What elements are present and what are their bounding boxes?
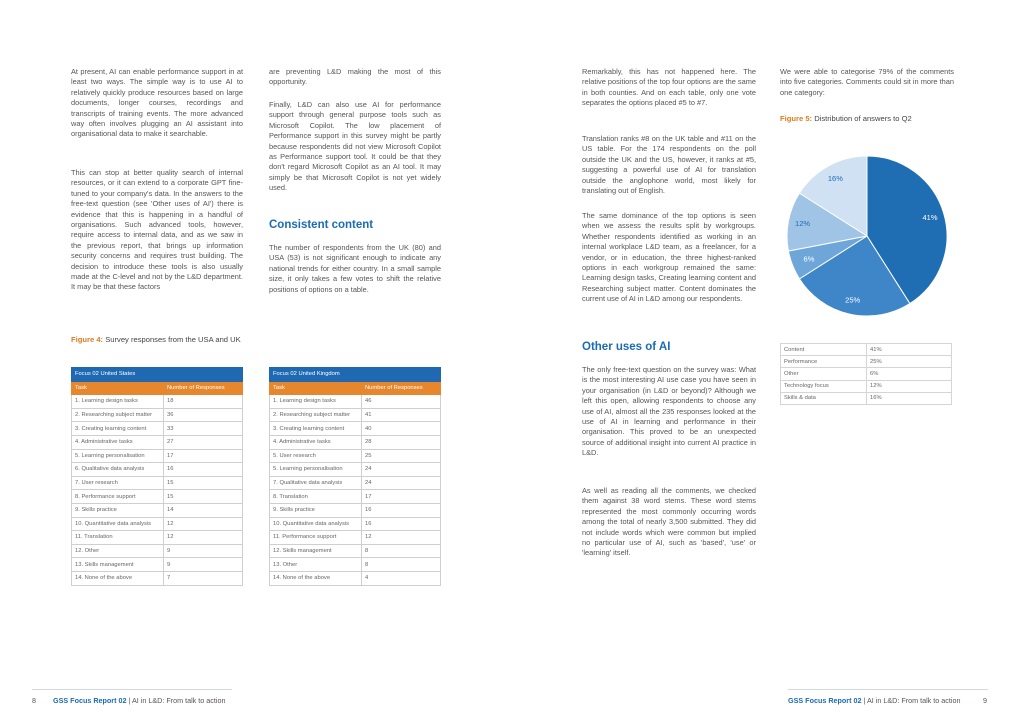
- table-us-count-cell: 15: [164, 476, 243, 490]
- table-us-row: [72, 531, 243, 545]
- table-uk-count-cell: 24: [362, 463, 441, 477]
- table-uk-row: [270, 435, 441, 449]
- table-united-kingdom: [269, 367, 441, 586]
- table-us-row: [72, 571, 243, 585]
- figure-5-label: Figure 5:: [780, 114, 813, 123]
- table-uk-title: Focus 02 United Kingdom: [270, 368, 441, 382]
- pie-legend-value: 41%: [867, 344, 952, 356]
- table-us-body: [72, 395, 243, 585]
- table-united-states: [71, 367, 243, 586]
- table-us-row: [72, 449, 243, 463]
- table-us-task-cell: 14. None of the above: [72, 571, 164, 585]
- pie-legend-row: [781, 368, 952, 380]
- table-us-header-number: Number of Responses: [164, 381, 243, 395]
- table-us-task-cell: 4. Administrative tasks: [72, 435, 164, 449]
- left-footer: [53, 696, 225, 705]
- pie-legend-row: [781, 356, 952, 368]
- table-us-task-cell: 2. Researching subject matter: [72, 408, 164, 422]
- pie-legend-label: Performance: [781, 356, 867, 368]
- right-col3-paragraph-5: As well as reading all the comments, we checked them against 38 word stems. These word stems represented the most commonly occurring words among the total of nearly 3,500 submitted. They did not include words which were common but implied no particular use of AI, such as 'based', 'use' or 'learning' itself.: [582, 486, 756, 558]
- left-col2-paragraph-3: The number of respondents from the UK (80) and USA (53) is not significant enough to indicate any national trends for either country. In a small sample size, it only takes a few votes to shift the relative positions of options on a table.: [269, 243, 441, 294]
- table-uk-body: [270, 395, 441, 585]
- table-us-task-cell: 9. Skills practice: [72, 503, 164, 517]
- right-footer-title: AI in L&D: From talk to action: [866, 696, 961, 705]
- table-us-task-cell: 1. Learning design tasks: [72, 395, 164, 409]
- table-uk-row: [270, 571, 441, 585]
- table-uk-task-cell: 8. Translation: [270, 490, 362, 504]
- pie-legend-value: 16%: [867, 392, 952, 404]
- table-us-count-cell: 12: [164, 531, 243, 545]
- table-uk-row: [270, 531, 441, 545]
- table-us-header-task: Task: [72, 381, 164, 395]
- table-uk-row: [270, 558, 441, 572]
- right-col4-paragraph-1: We were able to categorise 79% of the comments into five categories. Comments could sit in more than one category:: [780, 67, 954, 97]
- table-uk-count-cell: 25: [362, 449, 441, 463]
- pie-legend-row: [781, 392, 952, 404]
- table-uk-row: [270, 408, 441, 422]
- left-footer-brand: GSS Focus Report 02: [53, 696, 127, 705]
- pie-legend-row: [781, 380, 952, 392]
- table-us-row: [72, 422, 243, 436]
- table-uk-task-cell: 1. Learning design tasks: [270, 395, 362, 409]
- figure-4-caption: [71, 335, 241, 344]
- table-uk-row: [270, 544, 441, 558]
- table-us-task-cell: 13. Skills management: [72, 558, 164, 572]
- left-col1-paragraph-2: This can stop at better quality search of internal resources, or it can extend to a corporate GPT fine-tuned to your company's data. In the answers to the free-text question (see 'Other uses of AI') there is evidence that this is happening in a handful of organisations. Such advanced tools, however, require access to internal data, and as we saw in the previous report, that brings up information security concerns and requires trust building. The decision to introduce these tools is also usually made at the C-level and not by the L&D department. It may be that these factors: [71, 168, 243, 292]
- table-us-row: [72, 490, 243, 504]
- table-us-task-cell: 6. Qualitative data analysis: [72, 463, 164, 477]
- left-col1-paragraph-1: At present, AI can enable performance support in at least two ways. The simple way is to use AI to relatively quickly produce resources based on large documents, longer courses, recordings and transcripts of training events. The more advanced way often involves plugging an AI assistant into organisational data to make it searchable.: [71, 67, 243, 139]
- table-uk-task-cell: 4. Administrative tasks: [270, 435, 362, 449]
- pie-legend-body: [781, 344, 952, 405]
- pie-slice-label: 12%: [795, 219, 811, 229]
- left-page-number: 8: [32, 696, 36, 705]
- table-uk-count-cell: 24: [362, 476, 441, 490]
- pie-slice-label: 41%: [922, 213, 938, 223]
- figure-5-caption: [780, 114, 912, 123]
- table-uk-row: [270, 517, 441, 531]
- table-us-task-cell: 7. User research: [72, 476, 164, 490]
- table-us-count-cell: 18: [164, 395, 243, 409]
- table-us-count-cell: 33: [164, 422, 243, 436]
- table-us-task-cell: 12. Other: [72, 544, 164, 558]
- table-us-count-cell: 7: [164, 571, 243, 585]
- pie-legend-label: Other: [781, 368, 867, 380]
- table-uk-count-cell: 46: [362, 395, 441, 409]
- left-col2-paragraph-2: Finally, L&D can also use AI for performance support through general purpose tools such as Microsoft Copilot. The low placement of Performance support in this survey might be partly because respondents did not view Microsoft Copilot as Performance support tool. It could be that they don't regard Microsoft Copilot as an AI tool. It may simply be that Microsoft Copilot is not yet widely used.: [269, 100, 441, 193]
- right-footer-separator: |: [861, 696, 867, 705]
- table-uk-row: [270, 476, 441, 490]
- table-us-count-cell: 27: [164, 435, 243, 449]
- right-col3-paragraph-3: The same dominance of the top options is seen when we assess the results split by workgroups. Whether respondents identified as working in an internal workplace L&D team, as a freelancer, for a vendor, or in education, the three highest-ranked options in each workgroup remained the same: Learning design tasks, Creating learning content and Researching subject matter. Content dominates the current use of AI in L&D among our respondents.: [582, 211, 756, 304]
- heading-other-uses-of-ai: Other uses of AI: [582, 341, 671, 353]
- pie-legend-label: Skills & data: [781, 392, 867, 404]
- left-col2-paragraph-1: are preventing L&D making the most of this opportunity.: [269, 67, 441, 87]
- figure-5-text: Distribution of answers to Q2: [814, 114, 912, 123]
- table-uk-task-cell: 5. User research: [270, 449, 362, 463]
- table-us-task-cell: 8. Performance support: [72, 490, 164, 504]
- table-uk-row: [270, 503, 441, 517]
- right-col3-paragraph-4: The only free-text question on the survey was: What is the most interesting AI use case you have seen in your organisation (in L&D or beyond)? Although we left this open, allowing respondents to choose any use of AI, almost all the 235 responses looked at the use of AI in learning and performance in their organisation. This proved to be an unexpected source of additional insight into current AI practice in L&D.: [582, 365, 756, 458]
- table-us-task-cell: 3. Creating learning content: [72, 422, 164, 436]
- figure-4-label: Figure 4:: [71, 335, 104, 344]
- table-us-count-cell: 9: [164, 558, 243, 572]
- table-us-count-cell: 12: [164, 517, 243, 531]
- right-footer: [788, 696, 960, 705]
- table-uk-task-cell: 11. Performance support: [270, 531, 362, 545]
- pie-legend-label: Technology focus: [781, 380, 867, 392]
- table-uk-row: [270, 449, 441, 463]
- table-uk-count-cell: 16: [362, 503, 441, 517]
- table-us-row: [72, 408, 243, 422]
- pie-chart: [770, 140, 970, 340]
- table-uk-row: [270, 395, 441, 409]
- right-footer-divider: [788, 689, 988, 690]
- table-us-count-cell: 15: [164, 490, 243, 504]
- pie-legend-row: [781, 344, 952, 356]
- left-footer-divider: [32, 689, 232, 690]
- table-us-row: [72, 544, 243, 558]
- table-uk-count-cell: 41: [362, 408, 441, 422]
- table-uk-count-cell: 17: [362, 490, 441, 504]
- table-us-row: [72, 395, 243, 409]
- left-footer-separator: |: [126, 696, 132, 705]
- table-uk-task-cell: 14. None of the above: [270, 571, 362, 585]
- table-uk-count-cell: 8: [362, 544, 441, 558]
- table-us-task-cell: 5. Learning personalisation: [72, 449, 164, 463]
- table-us-row: [72, 503, 243, 517]
- table-uk-header-task: Task: [270, 381, 362, 395]
- table-uk-count-cell: 12: [362, 531, 441, 545]
- table-us-count-cell: 16: [164, 463, 243, 477]
- table-uk-task-cell: 13. Other: [270, 558, 362, 572]
- table-uk-count-cell: 8: [362, 558, 441, 572]
- table-uk-task-cell: 5. Learning personalisation: [270, 463, 362, 477]
- table-uk-count-cell: 28: [362, 435, 441, 449]
- pie-slice-label: 6%: [803, 254, 815, 264]
- table-uk-count-cell: 40: [362, 422, 441, 436]
- table-us-row: [72, 463, 243, 477]
- table-us-task-cell: 10. Quantitative data analysis: [72, 517, 164, 531]
- pie-legend-label: Content: [781, 344, 867, 356]
- table-uk-row: [270, 490, 441, 504]
- table-us-row: [72, 558, 243, 572]
- table-uk-task-cell: 9. Skills practice: [270, 503, 362, 517]
- left-footer-title: AI in L&D: From talk to action: [131, 696, 226, 705]
- pie-legend-value: 6%: [867, 368, 952, 380]
- table-uk-header-number: Number of Responses: [362, 381, 441, 395]
- right-col3-paragraph-1: Remarkably, this has not happened here. The relative positions of the top four options are the same in both counties. And on each table, only one vote separates the options placed #5 to #7.: [582, 67, 756, 108]
- table-uk-task-cell: 12. Skills management: [270, 544, 362, 558]
- pie-legend-value: 12%: [867, 380, 952, 392]
- table-us-row: [72, 435, 243, 449]
- table-us-row: [72, 476, 243, 490]
- table-us-row: [72, 517, 243, 531]
- table-us-task-cell: 11. Translation: [72, 531, 164, 545]
- table-us-count-cell: 17: [164, 449, 243, 463]
- table-uk-count-cell: 4: [362, 571, 441, 585]
- table-uk-row: [270, 463, 441, 477]
- table-us-count-cell: 36: [164, 408, 243, 422]
- pie-slice-label: 25%: [845, 295, 861, 305]
- table-uk-task-cell: 2. Researching subject matter: [270, 408, 362, 422]
- table-uk-task-cell: 3. Creating learning content: [270, 422, 362, 436]
- table-uk-task-cell: 7. Qualitative data analysis: [270, 476, 362, 490]
- heading-consistent-content: Consistent content: [269, 219, 374, 231]
- pie-legend-table: [780, 343, 952, 405]
- table-us-count-cell: 14: [164, 503, 243, 517]
- table-uk-task-cell: 10. Quantitative data analysis: [270, 517, 362, 531]
- pie-slice-label: 16%: [827, 174, 843, 184]
- table-uk-row: [270, 422, 441, 436]
- pie-legend-value: 25%: [867, 356, 952, 368]
- right-col3-paragraph-2: Translation ranks #8 on the UK table and #11 on the US table. For the 174 respondents on the poll outside the UK and the US, however, it ranks at #5, suggesting a powerful use of AI for translation outside the anglophone world, most likely for translating out of English.: [582, 134, 756, 196]
- table-uk-count-cell: 16: [362, 517, 441, 531]
- table-us-count-cell: 9: [164, 544, 243, 558]
- right-footer-brand: GSS Focus Report 02: [788, 696, 862, 705]
- table-us-title: Focus 02 United States: [72, 368, 243, 382]
- right-page-number: 9: [983, 696, 987, 705]
- figure-4-text: Survey responses from the USA and UK: [105, 335, 241, 344]
